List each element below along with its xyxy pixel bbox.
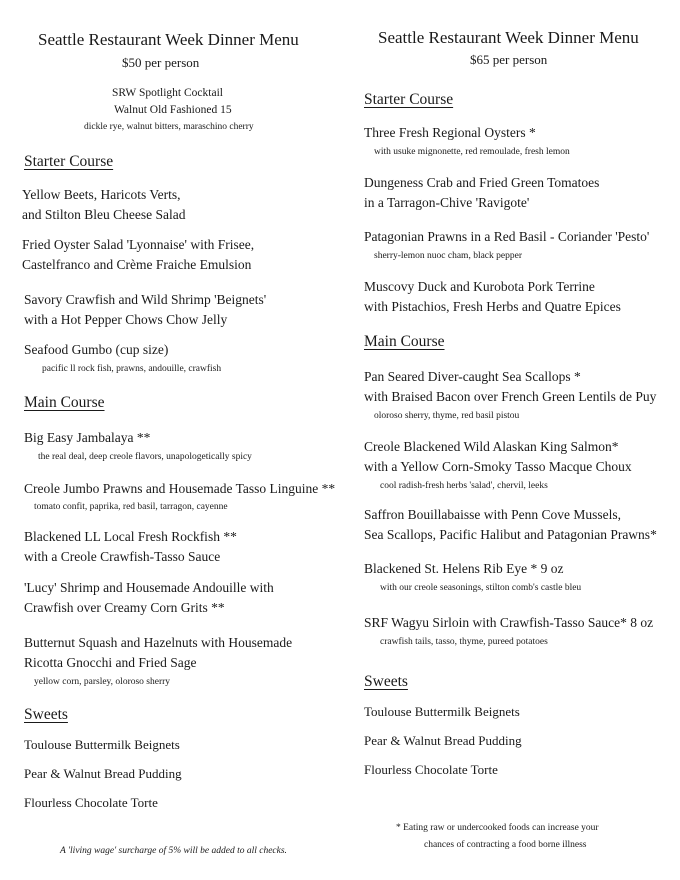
dish-line: Sea Scallops, Pacific Halibut and Patagonian Prawns* <box>364 527 657 542</box>
dish-line: with a Hot Pepper Chows Chow Jelly <box>24 312 228 327</box>
dish-line: Crawfish over Creamy Corn Grits ** <box>24 600 225 615</box>
dish-line: Saffron Bouillabaisse with Penn Cove Mussels, <box>364 507 621 522</box>
dish-description: cool radish-fresh herbs 'salad', chervil, leeks <box>380 481 548 491</box>
starter-course-heading: Starter Course <box>364 91 454 108</box>
starter-course-heading: Starter Course <box>24 153 114 170</box>
dish-line: Castelfranco and Crème Fraiche Emulsion <box>22 257 252 272</box>
dish-line: Pan Seared Diver-caught Sea Scallops * <box>364 369 581 384</box>
raw-food-warning-line: * Eating raw or undercooked foods can increase your <box>396 823 599 833</box>
dish-line: Creole Jumbo Prawns and Housemade Tasso Linguine ** <box>24 481 336 496</box>
sweet-item: Flourless Chocolate Torte <box>24 795 158 810</box>
dish-line: Dungeness Crab and Fried Green Tomatoes <box>364 175 600 190</box>
dish-line: with a Yellow Corn-Smoky Tasso Macque Choux <box>364 459 632 474</box>
dish-line: Creole Blackened Wild Alaskan King Salmon* <box>364 439 619 454</box>
dish-line: Blackened LL Local Fresh Rockfish ** <box>24 529 237 544</box>
menu-title: Seattle Restaurant Week Dinner Menu <box>378 28 639 47</box>
dish-description: the real deal, deep creole flavors, unapologetically spicy <box>38 452 252 462</box>
dish-line: Big Easy Jambalaya ** <box>24 430 151 445</box>
dish-description: oloroso sherry, thyme, red basil pistou <box>374 411 520 421</box>
dish-line: Savory Crawfish and Wild Shrimp 'Beignets' <box>24 292 267 307</box>
sweet-item: Flourless Chocolate Torte <box>364 762 498 777</box>
dish-line: Three Fresh Regional Oysters * <box>364 125 536 140</box>
dish-description: with usuke mignonette, red remoulade, fresh lemon <box>374 147 570 157</box>
menu-price: $65 per person <box>470 52 548 67</box>
dish-line: with Pistachios, Fresh Herbs and Quatre Epices <box>364 299 621 314</box>
main-course-heading: Main Course <box>364 333 445 350</box>
sweet-item: Pear & Walnut Bread Pudding <box>24 766 182 781</box>
menu-title: Seattle Restaurant Week Dinner Menu <box>38 30 299 49</box>
main-course-heading: Main Course <box>24 394 105 411</box>
dish-description: yellow corn, parsley, oloroso sherry <box>34 677 171 687</box>
menu-price: $50 per person <box>122 55 200 70</box>
dish-description: pacific ll rock fish, prawns, andouille, crawfish <box>42 364 222 374</box>
dish-line: and Stilton Bleu Cheese Salad <box>22 207 186 222</box>
raw-food-warning-line: chances of contracting a food borne illness <box>424 840 587 850</box>
dish-description: tomato confit, paprika, red basil, tarragon, cayenne <box>34 502 228 512</box>
dish-line: Blackened St. Helens Rib Eye * 9 oz <box>364 561 564 576</box>
dish-line: Patagonian Prawns in a Red Basil - Coriander 'Pesto' <box>364 229 650 244</box>
dish-description: sherry-lemon nuoc cham, black pepper <box>374 251 522 261</box>
dish-line: with a Creole Crawfish-Tasso Sauce <box>24 549 221 564</box>
sweet-item: Toulouse Buttermilk Beignets <box>364 704 520 719</box>
dish-description: crawfish tails, tasso, thyme, pureed potatoes <box>380 637 548 647</box>
dish-line: Yellow Beets, Haricots Verts, <box>22 187 181 202</box>
sweet-item: Toulouse Buttermilk Beignets <box>24 737 180 752</box>
dish-line: Butternut Squash and Hazelnuts with Housemade <box>24 635 293 650</box>
cocktail-name: Walnut Old Fashioned 15 <box>114 104 232 116</box>
dish-line: Muscovy Duck and Kurobota Pork Terrine <box>364 279 595 294</box>
dish-line: in a Tarragon-Chive 'Ravigote' <box>364 195 530 210</box>
dish-description: with our creole seasonings, stilton comb's castle bleu <box>380 583 582 593</box>
dish-line: Ricotta Gnocchi and Fried Sage <box>24 655 197 670</box>
cocktail-heading: SRW Spotlight Cocktail <box>112 87 223 99</box>
dish-line: SRF Wagyu Sirloin with Crawfish-Tasso Sauce* 8 oz <box>364 615 654 630</box>
dish-line: Seafood Gumbo (cup size) <box>24 342 169 357</box>
dish-line: Fried Oyster Salad 'Lyonnaise' with Frisee, <box>22 237 255 252</box>
sweet-item: Pear & Walnut Bread Pudding <box>364 733 522 748</box>
surcharge-note: A 'living wage' surcharge of 5% will be added to all checks. <box>60 846 287 856</box>
dish-line: 'Lucy' Shrimp and Housemade Andouille with <box>24 580 274 595</box>
sweets-heading: Sweets <box>24 706 68 723</box>
sweets-heading: Sweets <box>364 673 408 690</box>
dish-line: with Braised Bacon over French Green Lentils de Puy <box>364 389 657 404</box>
cocktail-description: dickle rye, walnut bitters, maraschino cherry <box>84 122 254 132</box>
